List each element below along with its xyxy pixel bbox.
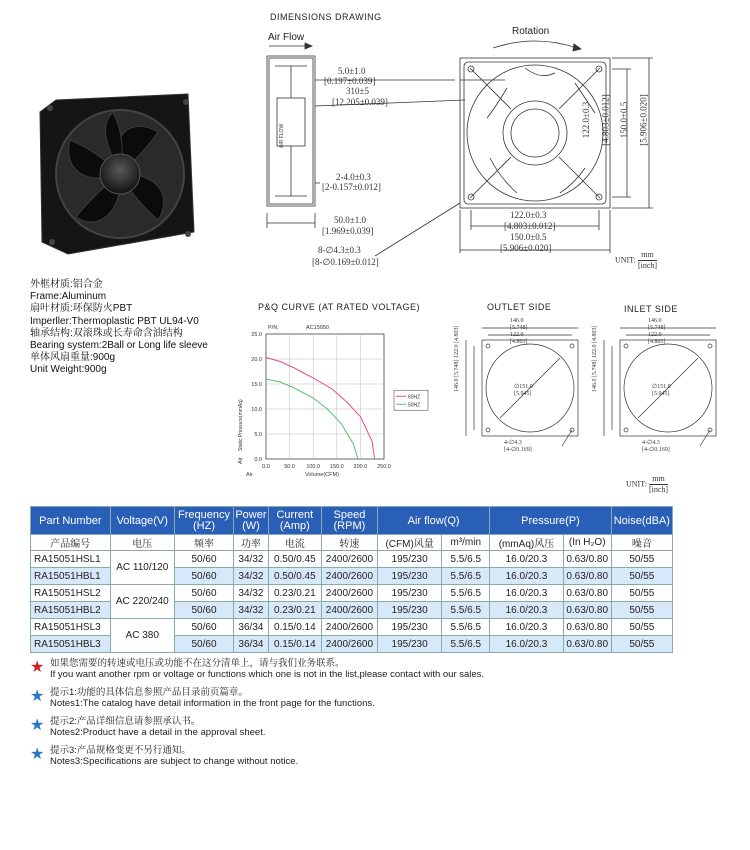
table-cell: 0.15/0.14 [268,619,321,636]
sub-frequency: 频率 [174,535,233,551]
table-cell: 195/230 [377,636,441,653]
notes [30,658,710,774]
table-cell: 0.50/0.45 [268,551,321,568]
outlet-dim-h2-in: [4.803] [454,325,460,343]
th-frequency: Frequency (HZ) [174,507,233,535]
outlet-dim-w2-in: [4.803] [510,339,528,345]
dim-bottom-2: [4.803±0.012] [504,221,556,231]
unit-mm: mm [638,250,657,261]
outlet-dim-w1-in: [5.748] [510,325,528,331]
th-part-number: Part Number [31,507,111,535]
dim-depth-2: [1.969±0.039] [322,226,374,236]
table-cell: 50/60 [174,551,233,568]
y-axis-label: Static Pressure(mmAq) [238,399,244,451]
table-cell: 50/55 [611,551,672,568]
sub-mmaq: (mmAq)风压 [490,535,563,551]
note-zh: 提示3:产品规格变更不另行通知。 [50,745,191,756]
cell-part-number: RA15051HSL2 [31,585,111,602]
table-cell: 50/60 [174,585,233,602]
table-cell: 16.0/20.3 [490,585,563,602]
table-cell: 34/32 [234,568,269,585]
note-en: If you want another rpm or voltage or functions which one is not in the list,please contact with our sales. [50,669,485,680]
spec-table [30,506,673,653]
outlet-title: OUTLET SIDE [487,302,552,312]
table-cell: 195/230 [377,551,441,568]
air-flow-label: Air Flow [268,32,305,43]
sub-noise: 噪音 [611,535,672,551]
spec-line: 单体风扇重量:900g [30,352,116,364]
inlet-dim-h1: 146.0 [592,378,598,392]
dim-top-4: [12.205±0.039] [332,97,388,107]
table-header-row [31,507,673,535]
table-cell: 2400/2600 [321,619,377,636]
sub-power: 功率 [234,535,269,551]
pq-title: P&Q CURVE (AT RATED VOLTAGE) [258,302,421,312]
table-cell: 0.50/0.45 [268,568,321,585]
spec-line: Bearing system:2Ball or Long life sleeve [30,340,208,352]
dim-mid-2: [2-0.157±0.012] [322,182,381,192]
unit-inch: [inch] [648,485,669,494]
note-item [30,658,710,680]
th-noise: Noise(dBA) [611,507,672,535]
sub-speed: 转速 [321,535,377,551]
dim-right-group [581,60,664,190]
note-en: Notes1:The catalog have detail information in the front page for the functions. [50,698,375,709]
unit-label-top [615,250,657,271]
outlet-dim-h1: 146.0 [454,378,460,392]
unit-inch: [inch] [637,261,658,270]
table-cell: 16.0/20.3 [490,602,563,619]
table-row [31,585,673,602]
pn-label: P/N: [268,325,279,331]
y-axis-side-label: Air [238,457,244,464]
dim-top-1: 5.0±1.0 [338,66,366,76]
sub-cfm: (CFM)风量 [377,535,441,551]
table-cell: 195/230 [377,585,441,602]
table-cell: 34/32 [234,602,269,619]
spec-list [30,279,208,377]
dim-right-1: 122.0±0.3 [581,101,592,139]
table-cell: 50/60 [174,568,233,585]
cell-part-number: RA15051HSL3 [31,619,111,636]
inlet-dim-w1: 146.0 [648,318,662,324]
table-cell: 16.0/20.3 [490,619,563,636]
x-tick-label: 250.0 [377,464,391,470]
table-subheader-row [31,535,673,551]
table-cell: 0.23/0.21 [268,602,321,619]
inlet-dim-dia: ∅151.0 [652,384,671,390]
outlet-dim-w1: 146.0 [510,318,524,324]
outlet-dim-dia-in: [5.945] [514,391,532,397]
table-cell: 195/230 [377,602,441,619]
dim-top-2: [0.197±0.039] [324,76,376,86]
cell-part-number: RA15051HSL1 [31,551,111,568]
outlet-dim-w2: 122.0 [510,332,524,338]
table-cell: 2400/2600 [321,602,377,619]
spec-line: 外框材质:铝合金 [30,279,103,290]
sub-voltage: 电压 [110,535,174,551]
dim-right-4: [5.906±0.020] [638,94,649,146]
table-cell: 0.63/0.80 [563,585,611,602]
outlet-dims-side [454,326,461,393]
svg-text:AIR FLOW: AIR FLOW [279,123,285,148]
th-airflow: Air flow(Q) [377,507,489,535]
outlet-dims-dia [514,384,533,398]
inlet-dim-w2: 122.0 [648,332,662,338]
note-item [30,687,710,709]
x-tick-label: 150.0 [329,464,344,470]
outlet-dim-hole: 4-∅4.3 [504,440,522,446]
sub-current: 电流 [268,535,321,551]
table-cell: 0.63/0.80 [563,551,611,568]
inlet-title: INLET SIDE [624,304,678,314]
legend-label: 60HZ [408,394,421,401]
red-star-icon: ★ [30,659,45,676]
table-cell: 2400/2600 [321,568,377,585]
sub-m3min: m³/min [442,535,490,551]
table-cell: 5.5/6.5 [442,619,490,636]
note-zh: 提示2:产品详细信息请参照承认书。 [50,716,201,727]
outlet-dim-h2: 122.0 [454,344,460,358]
dim-hole-2: [8-∅0.169±0.012] [312,257,379,267]
outlet-dims-top [510,318,528,346]
table-cell: 16.0/20.3 [490,568,563,585]
y-tick-label: 0.0 [254,457,262,463]
x-tick-label: 50.0 [284,464,295,470]
x-tick-label: 200.0 [353,464,368,470]
table-cell: 0.63/0.80 [563,568,611,585]
th-power: Power (W) [234,507,269,535]
table-cell: 5.5/6.5 [442,585,490,602]
spec-line: Frame:Aluminum [30,291,107,303]
table-cell: 34/32 [234,585,269,602]
table-cell: 5.5/6.5 [442,568,490,585]
note-en: Notes2:Product have a detail in the approval sheet. [50,727,266,738]
dim-bottom-3: 150.0±0.5 [510,232,547,242]
table-cell: 50/60 [174,619,233,636]
table-cell: 195/230 [377,568,441,585]
table-cell: 50/55 [611,619,672,636]
y-tick-label: 15.0 [251,382,262,388]
blue-star-icon: ★ [30,688,45,705]
table-cell: 5.5/6.5 [442,636,490,653]
y-tick-label: 25.0 [251,332,262,338]
table-cell: 34/32 [234,551,269,568]
th-pressure: Pressure(P) [490,507,611,535]
spec-line: Unit Weight:900g [30,364,107,376]
dim-right-2: [4.803±0.012] [600,94,611,146]
dim-hole-1: 8-∅4.3±0.3 [318,245,361,255]
table-cell: 36/34 [234,619,269,636]
table-cell: 0.15/0.14 [268,636,321,653]
cell-part-number: RA15051HBL2 [31,602,111,619]
inlet-dims-hole [642,440,670,454]
outlet-dim-hole-in: [4-∅0.169] [504,447,532,453]
table-cell: 195/230 [377,619,441,636]
sub-part-number: 产品编号 [31,535,111,551]
note-zh: 如果您需要的转速或电压或功能不在这分清单上，请与我们业务联系。 [50,658,345,669]
cell-part-number: RA15051HBL1 [31,568,111,585]
note-item [30,716,710,738]
cell-voltage: AC 220/240 [110,585,174,619]
table-cell: 50/55 [611,568,672,585]
table-cell: 0.23/0.21 [268,585,321,602]
pq-chart [228,318,438,480]
x-axis-side-label: Air [246,472,253,478]
sub-inh2o: (In H₂O) [563,535,611,551]
table-row [31,551,673,568]
inlet-dims-dia [652,384,671,398]
table-cell: 50/55 [611,636,672,653]
series-line-50hz [266,379,358,459]
unit-label: UNIT: [626,479,647,489]
table-cell: 16.0/20.3 [490,551,563,568]
unit-label: UNIT: [615,255,636,265]
table-cell: 0.63/0.80 [563,636,611,653]
dim-bottom-4: [5.906±0.020] [500,243,552,253]
spec-line: 轴承结构:双滚珠或长寿命含油结构 [30,327,183,339]
inlet-dim-hole-in: [4-∅0.169] [642,447,670,453]
th-speed: Speed (RPM) [321,507,377,535]
y-tick-label: 10.0 [251,407,262,413]
y-tick-label: 5.0 [254,432,262,438]
inlet-dim-w1-in: [5.748] [648,325,666,331]
rotation-label: Rotation [512,26,550,37]
table-row [31,619,673,636]
dim-mid-1: 2-4.0±0.3 [336,172,371,182]
dim-bottom-1: 122.0±0.3 [510,210,547,220]
inlet-dim-h2: 122.0 [592,344,598,358]
inlet-dim-hole: 4-∅4.3 [642,440,660,446]
table-cell: 50/55 [611,585,672,602]
spec-line: 扇叶材质:环保防火PBT [30,303,133,315]
unit-label-bottom [626,474,668,495]
inlet-dim-h2-in: [4.803] [592,325,598,343]
x-tick-label: 0.0 [262,464,270,470]
table-cell: 2400/2600 [321,585,377,602]
inlet-dim-w2-in: [4.803] [648,339,666,345]
dim-top-3: 310±5 [346,86,369,96]
plot-frame [266,334,384,459]
table-cell: 50/60 [174,602,233,619]
inlet-dims-side [592,326,599,393]
legend-label: 50HZ [408,402,421,409]
table-cell: 50/55 [611,602,672,619]
table-cell: 5.5/6.5 [442,551,490,568]
table-cell: 2400/2600 [321,636,377,653]
dimension-drawing [255,38,675,268]
cell-voltage: AC 380 [110,619,174,653]
table-cell: 5.5/6.5 [442,602,490,619]
pn-value: AC15050 [306,325,329,331]
x-tick-label: 100.0 [306,464,321,470]
table-cell: 0.63/0.80 [563,619,611,636]
inlet-dims-top [648,318,666,346]
note-en: Notes3:Specifications are subject to change without notice. [50,756,299,767]
table-cell: 0.63/0.80 [563,602,611,619]
dimensions-title: DIMENSIONS DRAWING [270,12,382,22]
unit-mm: mm [649,474,668,485]
series-line-60hz [266,358,375,460]
outlet-dims-hole [504,440,532,454]
spec-line: Imperller:Thermoplastic PBT UL94-V0 [30,315,199,327]
inlet-dim-h1-in: [5.748] [592,359,598,377]
note-item [30,745,710,767]
inlet-dim-dia-in: [5.945] [652,391,670,397]
dim-depth-1: 50.0±1.0 [334,215,366,225]
table-cell: 16.0/20.3 [490,636,563,653]
outlet-dim-h1-in: [5.748] [454,359,460,377]
outlet-dim-dia: ∅151.0 [514,384,533,390]
fan-photo [38,92,198,257]
table-cell: 36/34 [234,636,269,653]
table-cell: 2400/2600 [321,551,377,568]
y-tick-label: 20.0 [251,357,262,363]
blue-star-icon: ★ [30,746,45,763]
x-axis-label: Volume(CFM) [305,472,339,478]
cell-part-number: RA15051HBL3 [31,636,111,653]
blue-star-icon: ★ [30,717,45,734]
th-voltage: Voltage(V) [110,507,174,535]
dim-right-3: 150.0±0.5 [619,101,630,139]
cell-voltage: AC 110/120 [110,551,174,585]
table-cell: 50/60 [174,636,233,653]
note-zh: 提示1:功能的具体信息参照产品目录前页篇章。 [50,687,248,698]
th-current: Current (Amp) [268,507,321,535]
